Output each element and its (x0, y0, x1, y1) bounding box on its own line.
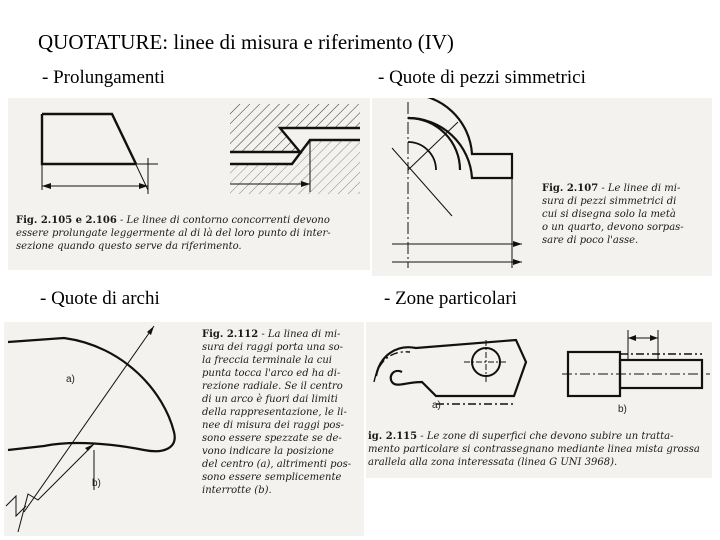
section-simmetrici: - Quote di pezzi simmetrici (378, 67, 586, 88)
page-title: QUOTATURE: linee di misura e riferimento (IV) (38, 30, 454, 54)
caption-line: rezione radiale. Se il centro (202, 381, 343, 392)
label-a: a) (432, 400, 441, 411)
label-a: a) (66, 374, 75, 385)
figure-2-115-caption (368, 430, 712, 469)
figure-2-105-panel (8, 98, 370, 270)
caption-line: o un quarto, devono sorpas- (542, 222, 684, 233)
caption-line: mento particolare si contrassegnano mediante linea mista grossa (368, 444, 700, 455)
caption-line: cui si disegna solo la metà (542, 209, 676, 220)
caption-line: - Le zone di superfici che devono subire un tratta- (420, 431, 674, 442)
caption-line: sare di poco l'asse. (542, 235, 639, 246)
figure-2-107-panel (372, 98, 712, 276)
caption-line: sono essere spezzate se de- (202, 433, 342, 444)
caption-line: essere prolungate leggermente al di là del loro punto di inter- (16, 228, 331, 239)
figure-2-115-panel (366, 322, 712, 478)
caption-line: interrotte (b). (202, 485, 272, 496)
caption-line: - La linea di mi- (261, 329, 341, 340)
figure-2-105-caption (16, 214, 366, 253)
caption-line: sura di pezzi simmetrici di (542, 196, 677, 207)
archi-drawing (4, 322, 204, 536)
figure-2-115-ref: ig. 2.115 (368, 431, 418, 442)
label-b: b) (92, 478, 101, 489)
caption-line: del centro (a), altrimenti pos- (202, 459, 352, 470)
caption-line: sura dei raggi porta una so- (202, 342, 344, 353)
figure-2-105-ref: Fig. 2.105 e 2.106 (16, 215, 117, 226)
figure-2-112-panel (4, 322, 364, 536)
figure-2-112-caption (202, 328, 362, 497)
label-b: b) (618, 404, 627, 415)
section-zone: - Zone particolari (384, 288, 517, 309)
figure-2-107-caption (542, 182, 708, 247)
caption-line: sezione quando questo serve da riferimento. (16, 241, 242, 252)
caption-line: - Le linee di mi- (601, 183, 681, 194)
caption-line: la freccia terminale la cui (202, 355, 332, 366)
caption-line: di un arco è fuori dai limiti (202, 394, 338, 405)
section-archi: - Quote di archi (40, 288, 160, 309)
zone-drawing (366, 322, 712, 422)
figure-2-112-ref: Fig. 2.112 (202, 329, 259, 340)
caption-line: della rappresentazione, le li- (202, 407, 347, 418)
section-prolungamenti: - Prolungamenti (42, 67, 165, 88)
caption-line: sono essere semplicemente (202, 472, 342, 483)
caption-line: nee di misura dei raggi pos- (202, 420, 344, 431)
caption-line: punta tocca l'arco ed ha di- (202, 368, 341, 379)
caption-line: - Le linee di contorno concorrenti devono (120, 215, 330, 226)
caption-line: arallela alla zona interessata (linea G UNI 3968). (368, 457, 618, 468)
caption-line: vono indicare la posizione (202, 446, 334, 457)
figure-2-107-ref: Fig. 2.107 (542, 183, 599, 194)
